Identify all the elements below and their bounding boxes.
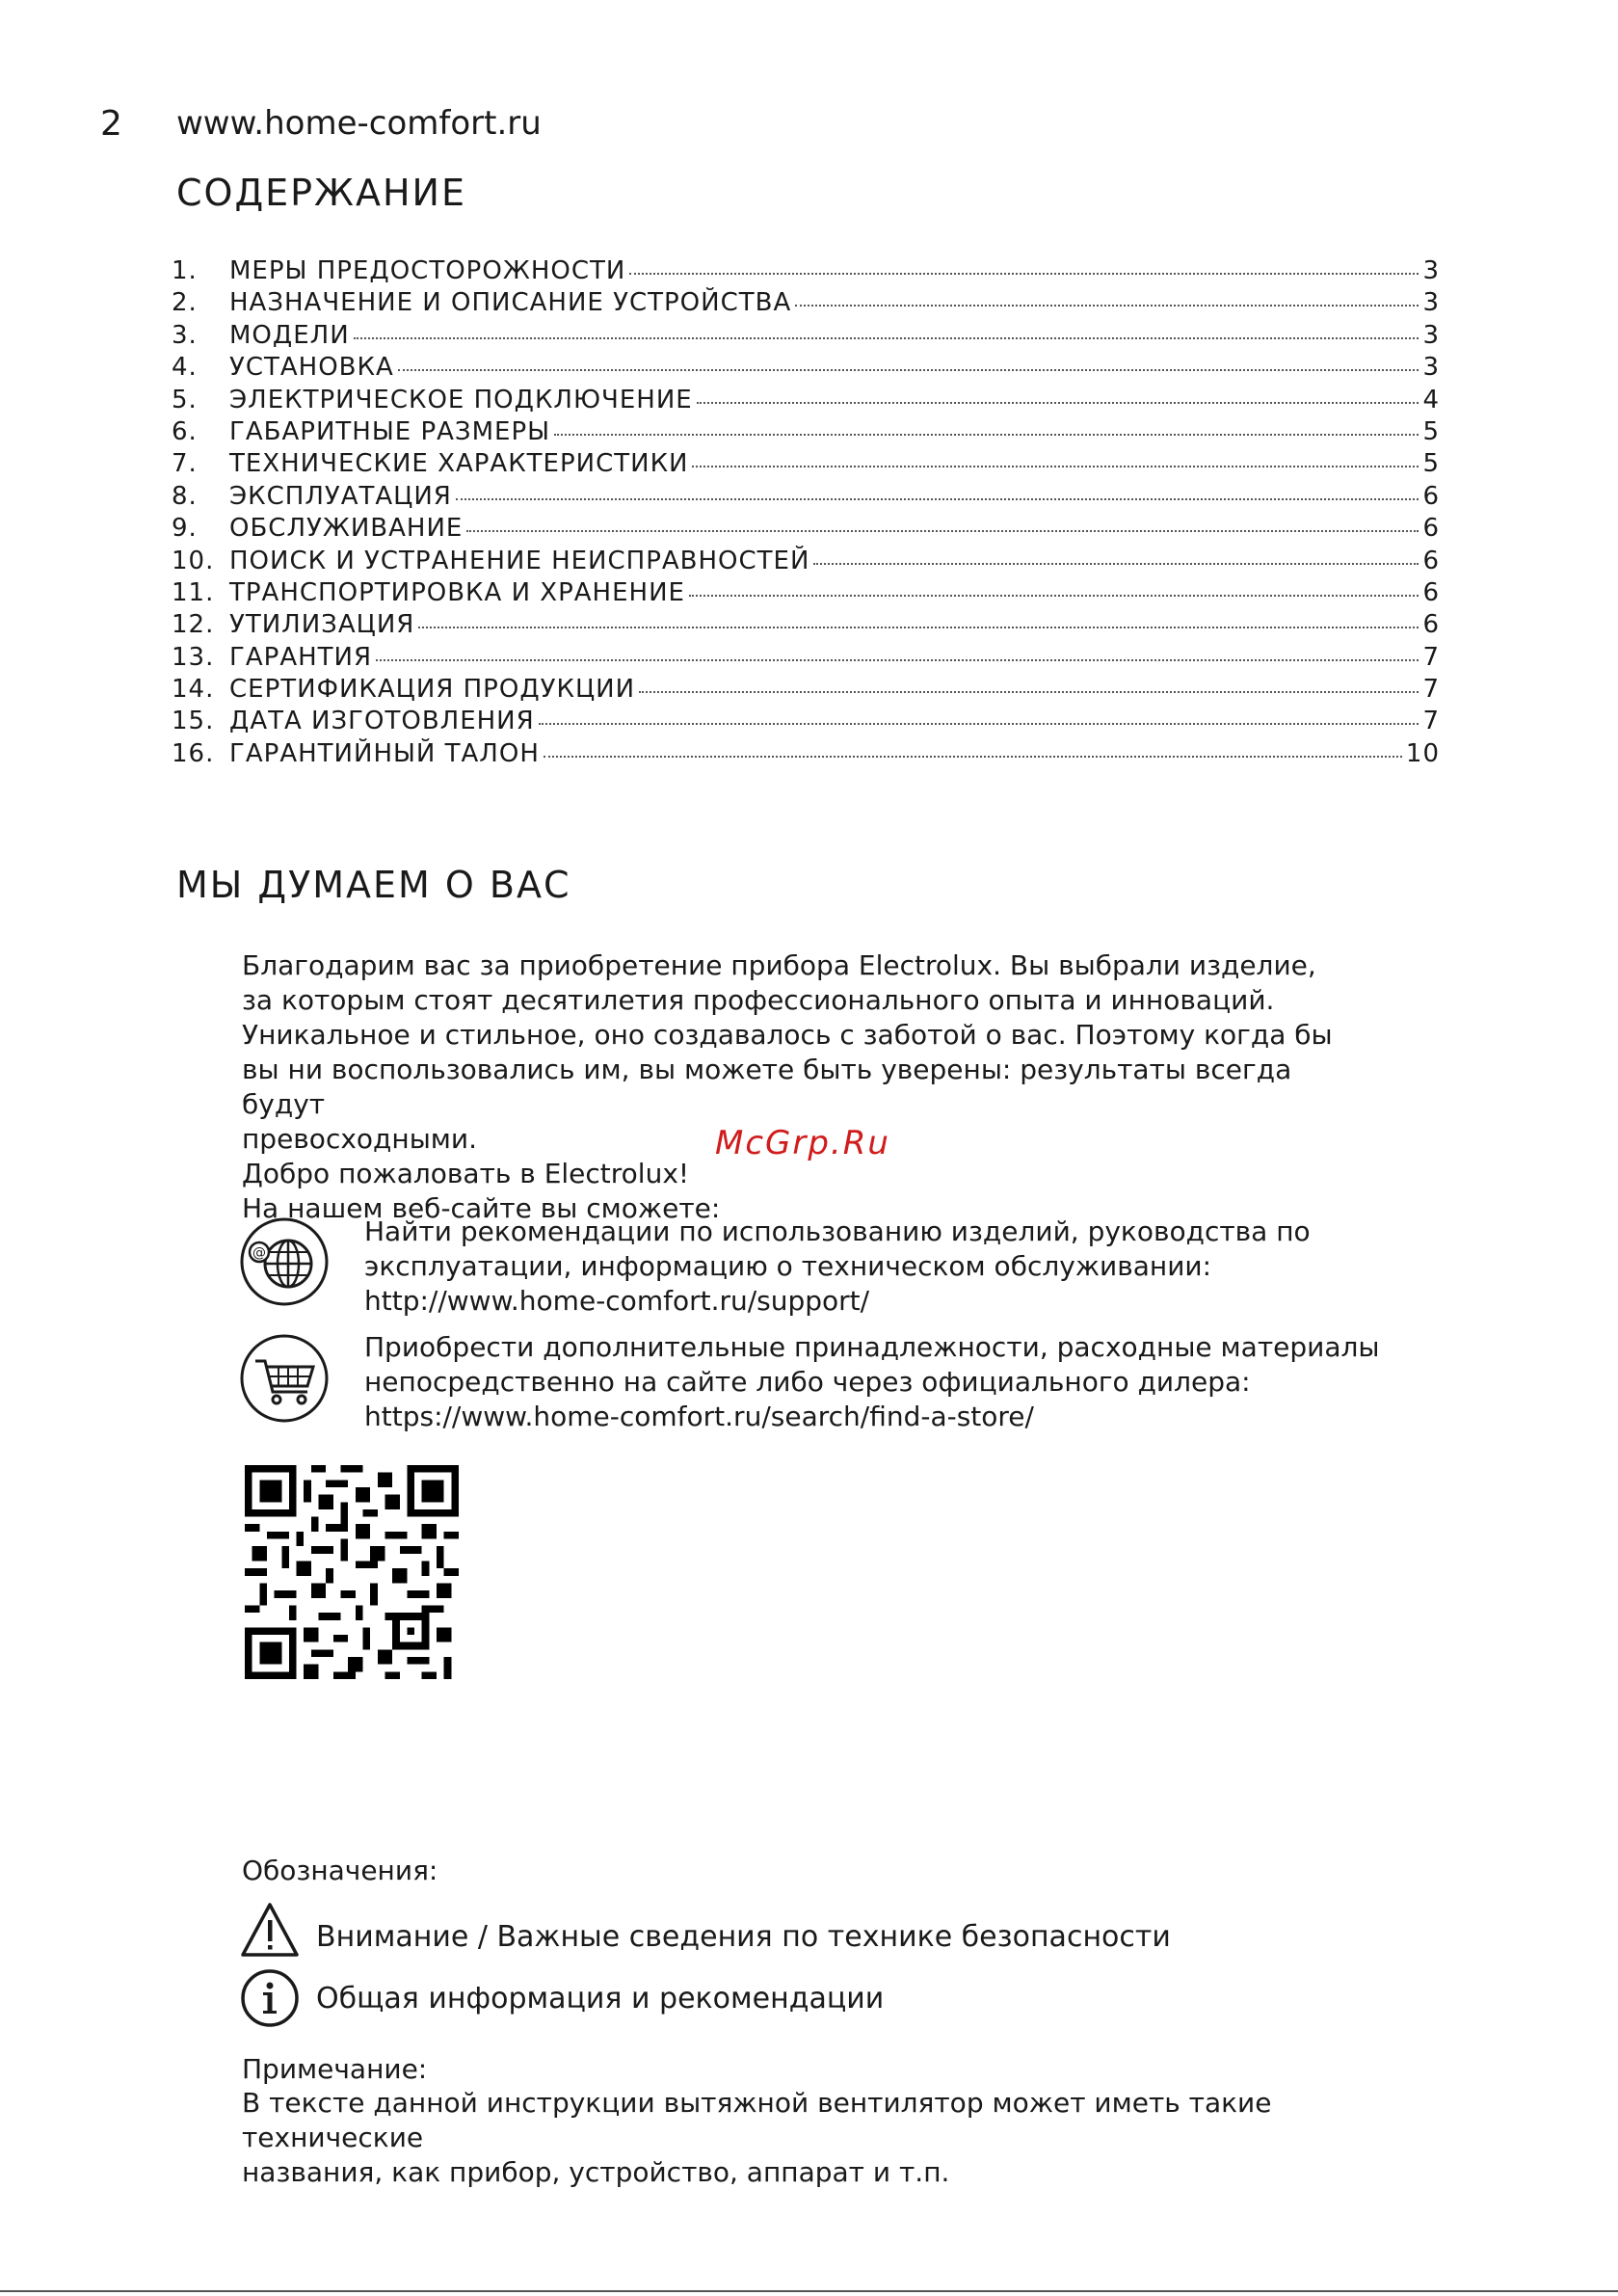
toc-title: ПОИСК И УСТРАНЕНИЕ НЕИСПРАВНОСТЕЙ: [229, 546, 810, 575]
toc-row[interactable]: [172, 417, 1440, 449]
toc-row[interactable]: [172, 288, 1440, 320]
toc-row[interactable]: [172, 675, 1440, 707]
table-of-contents: [172, 256, 1440, 771]
support-link[interactable]: http://www.home-comfort.ru/support/: [364, 1285, 870, 1317]
support-line: эксплуатации, информацию о техническом обслуживании:: [364, 1250, 1212, 1282]
bottom-divider: [0, 2290, 1618, 2292]
toc-leader: [398, 368, 1419, 371]
toc-number: 12.: [172, 610, 215, 640]
toc-page: 3: [1422, 288, 1440, 318]
toc-row[interactable]: [172, 578, 1440, 610]
intro-line: Добро пожаловать в Electrolux!: [242, 1158, 690, 1189]
intro-line: за которым стоят десятилетия профессионального опыта и инноваций.: [242, 984, 1275, 1016]
toc-number: 8.: [172, 481, 198, 511]
note-heading: Примечание:: [242, 2053, 428, 2085]
toc-title: ТРАНСПОРТИРОВКА И ХРАНЕНИЕ: [229, 577, 685, 607]
toc-page: 7: [1422, 642, 1440, 672]
toc-page: 5: [1422, 416, 1440, 446]
toc-leader: [697, 401, 1419, 404]
toc-title: ГАРАНТИЯ: [229, 642, 373, 672]
watermark: McGrp.Ru: [715, 1124, 890, 1162]
toc-leader: [813, 562, 1419, 565]
toc-heading: СОДЕРЖАНИЕ: [176, 172, 466, 214]
note-line: названия, как прибор, устройство, аппарат и т.п.: [242, 2156, 950, 2188]
toc-row[interactable]: [172, 353, 1440, 385]
shop-line: непосредственно на сайте либо через официального дилера:: [364, 1366, 1251, 1398]
toc-number: 13.: [172, 642, 215, 672]
toc-number: 7.: [172, 449, 198, 479]
toc-title: НАЗНАЧЕНИЕ И ОПИСАНИЕ УСТРОЙСТВА: [229, 288, 792, 318]
toc-page: 6: [1422, 577, 1440, 607]
shopping-cart-icon: [240, 1334, 329, 1423]
toc-page: 10: [1405, 738, 1440, 768]
header-site-url[interactable]: www.home-comfort.ru: [176, 104, 542, 143]
intro-line: Уникальное и стильное, оно создавалось с заботой о вас. Поэтому когда бы: [242, 1019, 1333, 1051]
toc-number: 5.: [172, 385, 198, 414]
toc-leader: [689, 594, 1419, 597]
toc-page: 4: [1422, 385, 1440, 414]
toc-page: 6: [1422, 481, 1440, 511]
toc-number: 4.: [172, 353, 198, 383]
toc-page: 7: [1422, 707, 1440, 736]
toc-page: 6: [1422, 546, 1440, 575]
toc-leader: [376, 658, 1419, 661]
toc-page: 6: [1422, 514, 1440, 544]
toc-number: 6.: [172, 416, 198, 446]
intro-line: На нашем веб-сайте вы сможете:: [242, 1192, 721, 1224]
intro-line: превосходными.: [242, 1123, 478, 1155]
toc-number: 9.: [172, 514, 198, 544]
toc-title: ТЕХНИЧЕСКИЕ ХАРАКТЕРИСТИКИ: [229, 449, 689, 479]
info-icon: [240, 1968, 300, 2028]
toc-page: 3: [1422, 256, 1440, 285]
toc-row[interactable]: [172, 321, 1440, 353]
toc-number: 14.: [172, 675, 215, 705]
toc-row[interactable]: [172, 256, 1440, 288]
toc-title: МЕРЫ ПРЕДОСТОРОЖНОСТИ: [229, 256, 626, 285]
toc-number: 16.: [172, 738, 215, 768]
about-heading: МЫ ДУМАЕМ О ВАС: [176, 864, 571, 906]
toc-row[interactable]: [172, 547, 1440, 578]
toc-page: 7: [1422, 675, 1440, 705]
toc-row[interactable]: [172, 610, 1440, 642]
toc-page: 5: [1422, 449, 1440, 479]
toc-title: УСТАНОВКА: [229, 353, 394, 383]
toc-title: ГАБАРИТНЫЕ РАЗМЕРЫ: [229, 416, 551, 446]
shop-link[interactable]: https://www.home-comfort.ru/search/find-a-store/: [364, 1401, 1034, 1432]
toc-number: 1.: [172, 256, 198, 285]
toc-leader: [418, 626, 1419, 628]
toc-row[interactable]: [172, 514, 1440, 546]
support-text: [364, 1215, 1424, 1319]
support-line: Найти рекомендации по использованию изделий, руководства по: [364, 1215, 1311, 1247]
intro-line: Благодарим вас за приобретение прибора Electrolux. Вы выбрали изделие,: [242, 949, 1316, 981]
toc-number: 2.: [172, 288, 198, 318]
toc-row[interactable]: [172, 739, 1440, 771]
toc-leader: [544, 755, 1402, 758]
note-text: [242, 2086, 1418, 2190]
svg-text:@: @: [252, 1245, 266, 1261]
toc-row[interactable]: [172, 707, 1440, 738]
toc-number: 15.: [172, 707, 215, 736]
shop-text: [364, 1330, 1424, 1434]
toc-title: ЭЛЕКТРИЧЕСКОЕ ПОДКЛЮЧЕНИЕ: [229, 385, 693, 414]
toc-title: ГАРАНТИЙНЫЙ ТАЛОН: [229, 738, 540, 768]
warning-text: Внимание / Важные сведения по технике безопасности: [316, 1920, 1171, 1954]
toc-leader: [795, 304, 1419, 307]
page-number: 2: [100, 104, 122, 144]
toc-title: УТИЛИЗАЦИЯ: [229, 610, 415, 640]
toc-number: 3.: [172, 320, 198, 350]
note-line: В тексте данной инструкции вытяжной вентилятор может иметь такие технические: [242, 2087, 1272, 2153]
toc-leader: [539, 722, 1419, 725]
intro-text: [242, 948, 1379, 1226]
toc-leader: [456, 497, 1419, 500]
toc-leader: [554, 433, 1419, 436]
toc-title: МОДЕЛИ: [229, 320, 350, 350]
toc-title: ДАТА ИЗГОТОВЛЕНИЯ: [229, 707, 535, 736]
toc-number: 11.: [172, 577, 215, 607]
toc-row[interactable]: [172, 386, 1440, 417]
toc-title: ЭКСПЛУАТАЦИЯ: [229, 481, 452, 511]
toc-leader: [639, 690, 1419, 693]
toc-page: 3: [1422, 320, 1440, 350]
globe-icon: [240, 1217, 329, 1306]
qr-code[interactable]: [245, 1465, 459, 1679]
toc-leader: [466, 529, 1419, 532]
toc-leader: [692, 465, 1419, 467]
toc-leader: [629, 272, 1419, 275]
toc-title: ОБСЛУЖИВАНИЕ: [229, 514, 464, 544]
legend-heading: Обозначения:: [242, 1855, 438, 1886]
intro-line: вы ни воспользовались им, вы можете быть уверены: результаты всегда будут: [242, 1054, 1292, 1120]
toc-title: СЕРТИФИКАЦИЯ ПРОДУКЦИИ: [229, 675, 636, 705]
toc-number: 10.: [172, 546, 215, 575]
toc-page: 6: [1422, 610, 1440, 640]
info-text: Общая информация и рекомендации: [316, 1982, 885, 2016]
shop-line: Приобрести дополнительные принадлежности, расходные материалы: [364, 1331, 1380, 1363]
warning-icon: [240, 1901, 300, 1961]
toc-leader: [354, 336, 1419, 339]
toc-row[interactable]: [172, 643, 1440, 675]
toc-row[interactable]: [172, 482, 1440, 514]
toc-row[interactable]: [172, 449, 1440, 481]
toc-page: 3: [1422, 353, 1440, 383]
